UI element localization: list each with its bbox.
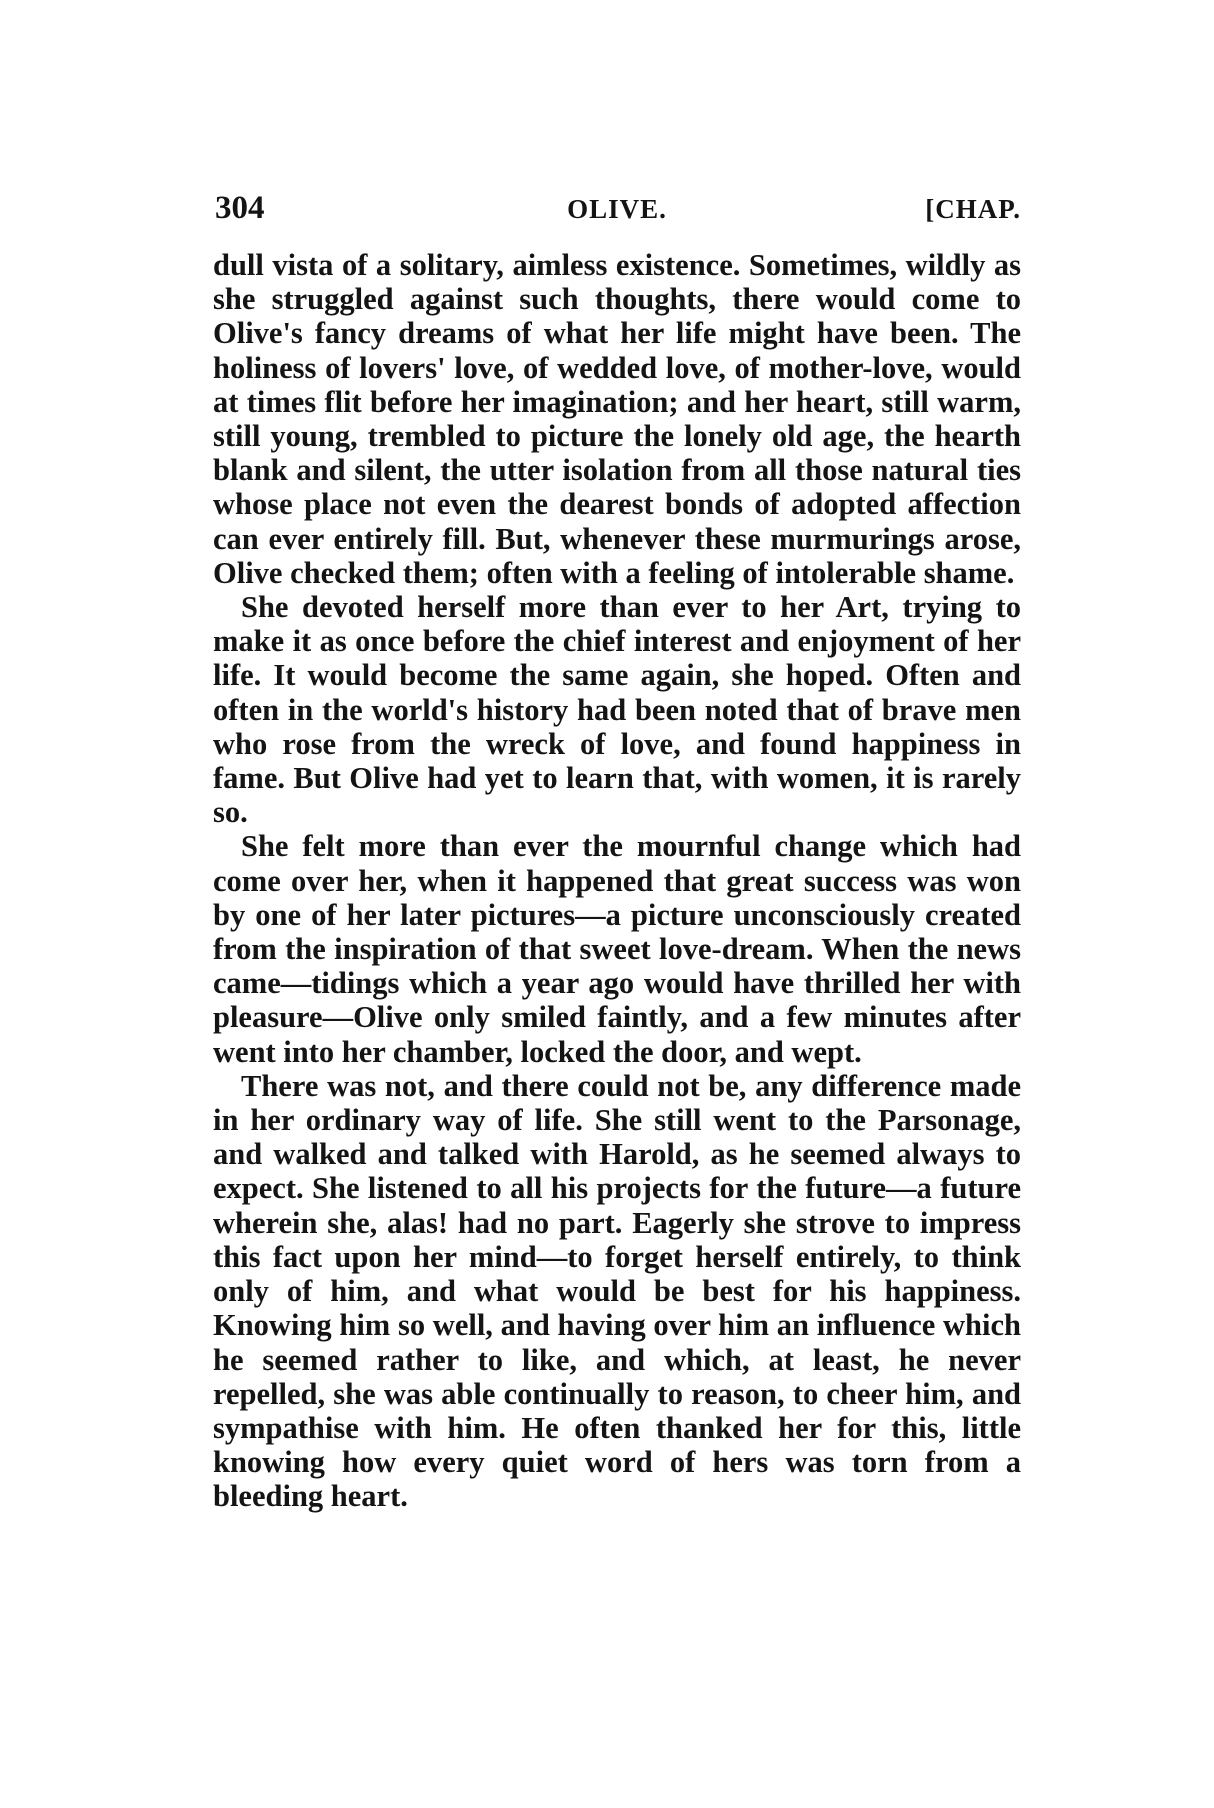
running-title: OLIVE. <box>567 194 667 224</box>
paragraph-continued: dull vista of a solitary, aimless existence. Sometimes, wildly as she struggled against such thoughts, there would come to Olive's fancy dreams of what her life might have been. The holiness of lovers' love, of wedded love, of mother-love, would at times flit before her imagination; and her heart, still warm, still young, trembled to picture the lonely old age, the hearth blank and silent, the utter isolation from all those natural ties whose place not even the dearest bonds of adopted affection can ever entirely fill. But, whenever these murmurings arose, Olive checked them; often with a feeling of intolerable shame. <box>213 248 1021 590</box>
paragraph: She devoted herself more than ever to her Art, trying to make it as once before the chief interest and enjoyment of her life. It would become the same again, she hoped. Often and often in the world's history had been noted that of brave men who rose from the wreck of love, and found happiness in fame. But Olive had yet to learn that, with women, it is rarely so. <box>213 590 1021 830</box>
body-text <box>213 248 1021 1514</box>
running-header <box>213 190 1021 234</box>
paragraph: There was not, and there could not be, any difference made in her ordinary way of life. She still went to the Parsonage, and walked and talked with Harold, as he seemed always to expect. She listened to all his projects for the future—a future wherein she, alas! had no part. Eagerly she strove to impress this fact upon her mind—to forget herself entirely, to think only of him, and what would be best for his happiness. Knowing him so well, and having over him an influence which he seemed rather to like, and which, at least, he never repelled, she was able continually to reason, to cheer him, and sympathise with him. He often thanked her for this, little knowing how every quiet word of hers was torn from a bleeding heart. <box>213 1068 1021 1514</box>
page-number: 304 <box>215 190 265 226</box>
book-page <box>213 190 1021 1514</box>
chapter-mark: [CHAP. <box>925 194 1021 224</box>
paragraph: She felt more than ever the mournful change which had come over her, when it happened that great success was won by one of her later pictures—a picture unconsciously created from the inspiration of that sweet love-dream. When the news came—tidings which a year ago would have thrilled her with pleasure—Olive only smiled faintly, and a few minutes after went into her chamber, locked the door, and wept. <box>213 829 1021 1069</box>
